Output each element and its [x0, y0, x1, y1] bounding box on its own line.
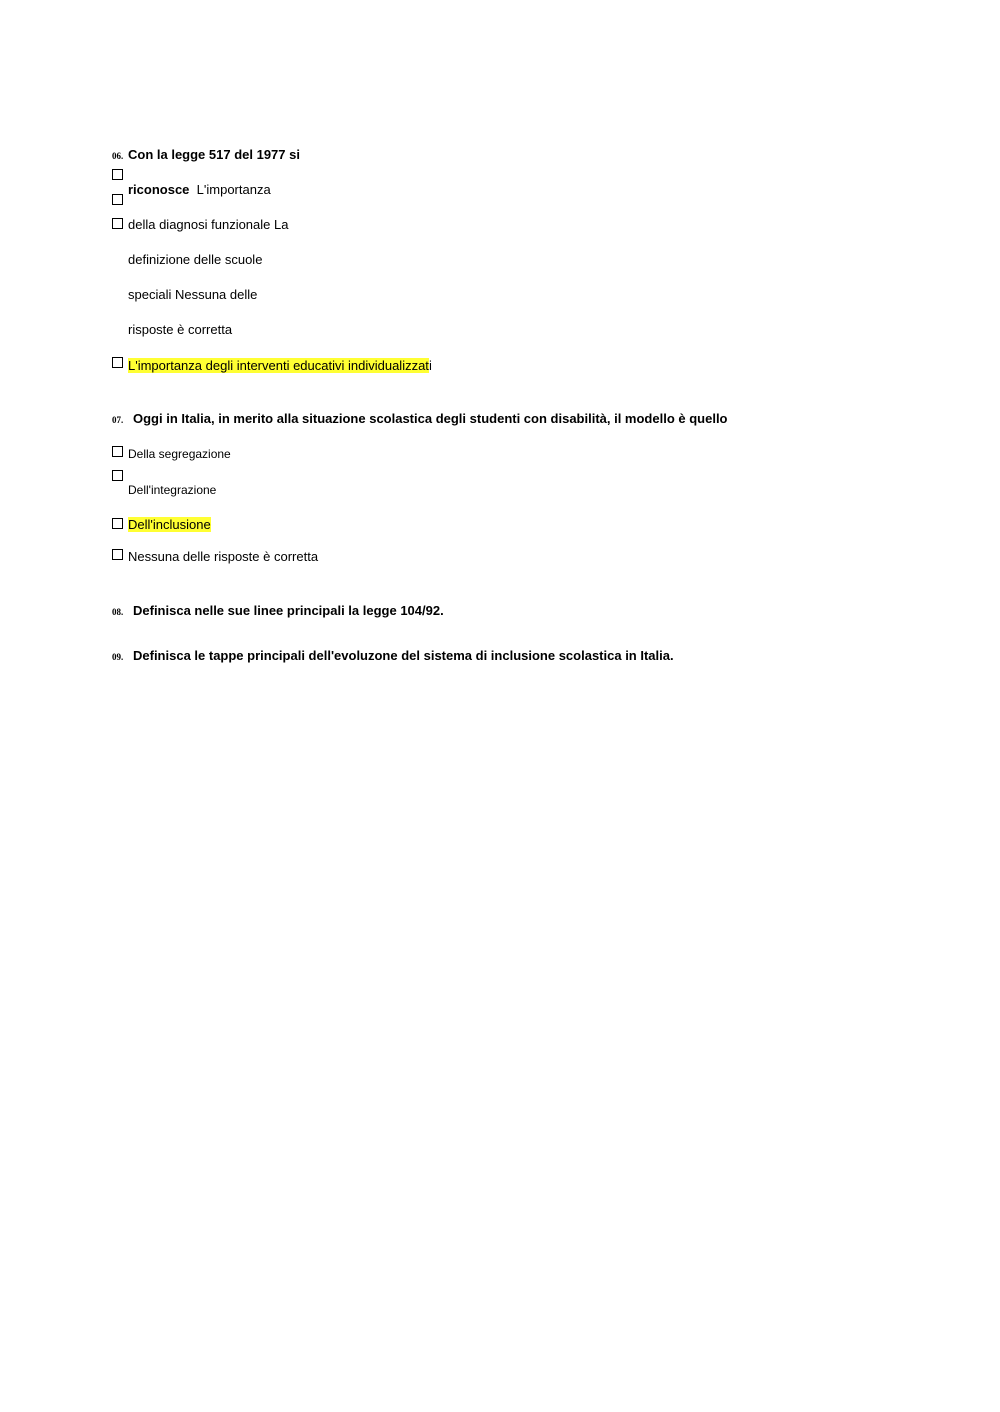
question-text: Con la legge 517 del 1977 si [128, 147, 300, 162]
answer-checkbox[interactable] [112, 470, 123, 481]
answer-checkbox[interactable] [112, 446, 123, 457]
answer-option: Nessuna delle risposte è corretta [128, 549, 319, 564]
question-number: 07. [112, 415, 124, 425]
answer-option: Della segregazione [128, 447, 231, 461]
question-text: Oggi in Italia, in merito alla situazione scolastica degli studenti con disabilità, il modello è quello [133, 411, 728, 426]
answer-checkbox[interactable] [112, 518, 123, 529]
answer-line: speciali Nessuna delle [128, 287, 258, 302]
answer-checkbox[interactable] [112, 357, 123, 368]
answer-line [128, 182, 271, 197]
answer-line-rest: L'importanza [196, 182, 271, 197]
answer-line: della diagnosi funzionale La [128, 217, 289, 232]
answer-checkbox[interactable] [112, 194, 123, 205]
highlight: L'importanza degli interventi educativi individualizzat [128, 358, 429, 373]
highlight-tail: i [428, 358, 432, 373]
question-text: Definisca nelle sue linee principali la legge 104/92. [133, 603, 444, 618]
answer-checkbox[interactable] [112, 549, 123, 560]
answer-line: risposte è corretta [128, 322, 233, 337]
answer-checkbox[interactable] [112, 169, 123, 180]
answer-line-bold: riconosce [128, 182, 190, 197]
answer-option: Dell'integrazione [128, 483, 217, 497]
question-number: 06. [112, 151, 124, 161]
question-text: Definisca le tappe principali dell'evoluzone del sistema di inclusione scolastica in Italia. [133, 648, 674, 663]
answer-line: definizione delle scuole [128, 252, 263, 267]
answer-option-highlighted: Dell'inclusione [128, 517, 211, 532]
question-number: 09. [112, 652, 124, 662]
answer-option-highlighted [128, 358, 432, 373]
answer-checkbox[interactable] [112, 218, 123, 229]
question-number: 08. [112, 607, 124, 617]
